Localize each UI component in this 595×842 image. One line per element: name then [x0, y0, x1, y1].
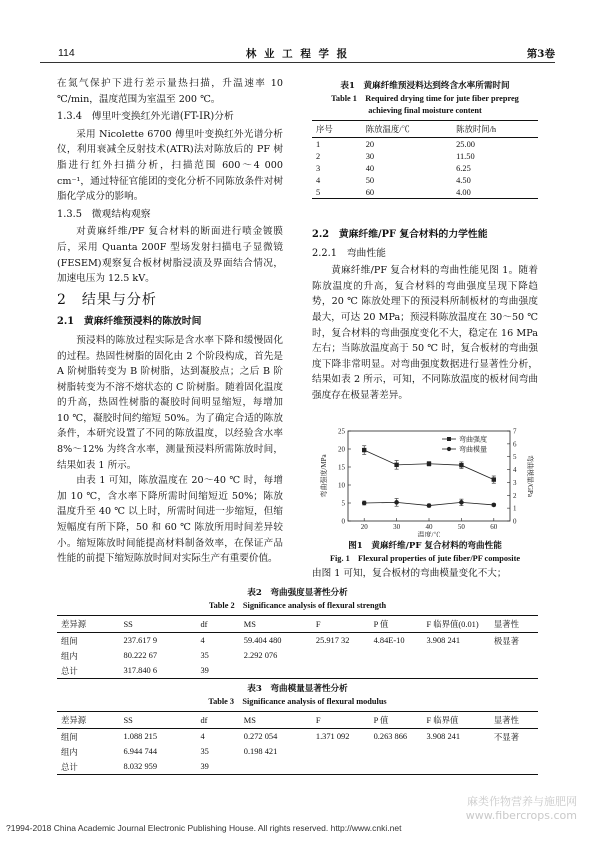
- table-cell: 237.617 9: [123, 636, 158, 645]
- figure-1-caption-en: Fig. 1 Flexural properties of jute fiber/PF composite: [329, 554, 521, 563]
- y-right-tick-label: 2: [513, 491, 517, 500]
- table-cell: 4: [316, 175, 321, 185]
- y-right-tick-label: 7: [513, 427, 517, 436]
- section-2-2-1: 2.2.1 弯曲性能: [312, 247, 386, 259]
- table-cell: 6.25: [456, 163, 471, 173]
- table-cell: 3.908 241: [426, 732, 461, 741]
- x-tick-label: 60: [490, 523, 498, 531]
- flexural-chart: [312, 425, 538, 537]
- table-cell: 0.198 421: [243, 747, 278, 756]
- y-right-tick-label: 5: [513, 453, 517, 462]
- table-cell: 317.840 6: [120, 663, 197, 679]
- table-cell: 组内: [61, 747, 78, 757]
- column-header: df: [196, 712, 239, 729]
- table-row: [312, 162, 538, 174]
- table-cell: [490, 663, 538, 679]
- table-3-block: [57, 683, 538, 775]
- table-cell: 50: [365, 175, 375, 185]
- x-tick-label: 50: [457, 523, 465, 531]
- column-header: P 值: [370, 712, 423, 729]
- data-point-modulus: [427, 503, 432, 508]
- table-cell: 8.032 959: [120, 759, 197, 775]
- paragraph-2-1-a: 预浸料的陈放过程实际是含水率下降和缓慢固化的过程。热固性树脂的固化由 2 个阶段构成，首先是 A 阶树脂转变为 B 阶树脂，达到凝胶点；之后 B 阶树脂转变为不溶不熔状态的 C 阶树脂。随着固化温度的升高，热固性树脂的凝胶时间明显缩短，每增加 10 ℃，凝胶时间约缩短 50%。为了确定合适的陈放条件，本研究设置了不同的陈放温度，以经验含水率 8%～12% 为终含水率，测量预浸料所需陈放时间，结果如表 1 所示。: [57, 334, 283, 471]
- paragraph-2-2-1: 黄麻纤维/PF 复合材料的弯曲性能见图 1。随着陈放温度的升高，复合材料的弯曲强度呈现下降趋势，20 ℃ 陈放处理下的预浸料所制板材的弯曲强度最大，可达 20 MPa；预浸料陈放温度在 30～50 ℃ 时，复合材料的弯曲强度变化不大，稳定在 16 MPa 左右；当陈放温度高于 50 ℃ 时，复合板材的弯曲强度下降非常明显。对弯曲强度数据进行显著性分析，结果如表 2 所示，可知，不同陈放温度的板材间弯曲强度存在极显著差异。: [312, 265, 538, 401]
- table-cell: [240, 759, 312, 775]
- table-cell: 80.222 67: [123, 651, 158, 660]
- paragraph-2-1-b: 由表 1 可知，陈放温度在 20～40 ℃ 时，每增加 10 ℃，含水率下降所需时间缩短近 50%；陈放温度升至 40 ℃ 以上时，所需时间进一步缩短，但缩短幅度有所下降，50 和 60 ℃ 陈放所用时间差异较小。缩短陈放时间能提高材料制备效率，在保证产品性能的前提下缩短陈放时间对实际生产有重要价值。: [57, 475, 283, 565]
- table-1-caption-en: Table 1 Required drying time for jute fiber prepreg: [331, 94, 519, 103]
- table-row: [312, 138, 538, 151]
- table-cell: [312, 759, 370, 775]
- table-cell: [240, 663, 312, 679]
- column-header: 陈放时间/h: [452, 121, 538, 138]
- table-cell: 4: [200, 732, 205, 741]
- y-left-tick-label: 5: [341, 499, 345, 508]
- column-header: MS: [240, 616, 312, 633]
- table-cell: 组内: [61, 651, 78, 661]
- section-2-2: 2.2 黄麻纤维/PF 复合材料的力学性能: [312, 229, 488, 240]
- y-right-tick-label: 1: [513, 504, 517, 513]
- table-row: [312, 150, 538, 162]
- watermark-line-1: 麻类作物营养与施肥网: [467, 795, 577, 808]
- table-cell: 不显著: [493, 732, 519, 742]
- running-header: [40, 46, 555, 63]
- legend-label: 弯曲强度: [459, 435, 487, 444]
- table-cell: [370, 759, 423, 775]
- column-header: 序号: [312, 121, 362, 138]
- table-3-caption-en: Table 3 Significance analysis of flexural modulus: [208, 697, 387, 706]
- column-header: P 值: [370, 616, 423, 633]
- table-cell: 3: [316, 163, 321, 173]
- table-cell: [490, 744, 538, 759]
- table-1-caption-cn: 表1 黄麻纤维预浸料达到终含水率所需时间: [340, 81, 510, 91]
- y-left-tick-label: 10: [338, 481, 345, 490]
- table-row: [57, 633, 538, 649]
- x-tick-label: 40: [425, 523, 433, 531]
- data-point-strength: [362, 448, 366, 452]
- journal-title: 林 业 工 程 学 报: [245, 48, 350, 60]
- table-cell: 39: [196, 759, 239, 775]
- table-cell: 30: [365, 151, 375, 161]
- table-cell: 4.84E-10: [373, 636, 405, 645]
- table-cell: [490, 759, 538, 775]
- column-header: F: [312, 616, 370, 633]
- right-column: [312, 224, 538, 404]
- table-2-caption-cn: 表2 弯曲强度显著性分析: [247, 588, 348, 598]
- right-column-tail: [312, 566, 538, 582]
- table-cell: 25.917 32: [315, 636, 350, 645]
- left-column: [57, 76, 283, 567]
- table-cell: 0.272 054: [243, 732, 278, 741]
- table-cell: 4: [200, 636, 205, 645]
- data-point-modulus: [492, 503, 497, 508]
- table-cell: 1.088 215: [123, 732, 158, 741]
- table-cell: 35: [200, 651, 209, 660]
- paragraph-after-figure: 由图 1 可知，复合板材的弯曲模量变化不大；: [312, 568, 507, 579]
- data-point-modulus: [362, 501, 367, 506]
- table-1: [312, 120, 538, 199]
- column-header: df: [196, 616, 239, 633]
- table-2: [57, 615, 538, 679]
- table-cell: 总计: [57, 663, 120, 679]
- x-tick-label: 20: [360, 523, 368, 531]
- y-right-tick-label: 4: [513, 466, 517, 475]
- watermark: [466, 795, 577, 823]
- y-left-axis-label: 弯曲强度/MPa: [320, 454, 328, 498]
- legend-marker: [447, 437, 451, 441]
- y-left-tick-label: 15: [338, 463, 345, 472]
- table-cell: 11.50: [456, 151, 475, 161]
- data-point-strength: [459, 463, 463, 467]
- data-point-modulus: [394, 500, 399, 505]
- table-3: [57, 711, 538, 775]
- table-cell: [370, 663, 423, 679]
- table-row: [57, 729, 538, 745]
- paragraph-1-3-4: 采用 Nicolette 6700 傅里叶变换红外光谱分析仪，利用衰减全反射技术(ATR)法对陈放后的 PF 树脂进行红外扫描分析，扫描范围 600～4 000 cm⁻¹，通过特征官能团的变化分析不同陈放条件对树脂化学成分的影响。: [57, 128, 283, 203]
- table-cell: 极显著: [493, 636, 519, 646]
- paragraph-intro: 在氮气保护下进行差示量热扫描，升温速率 10 ℃/min，温度范围为室温至 200 ℃。: [57, 78, 283, 105]
- table-cell: [370, 648, 423, 663]
- x-tick-label: 30: [393, 523, 401, 531]
- data-point-strength: [492, 477, 496, 481]
- table-cell: [423, 759, 490, 775]
- column-header: SS: [120, 712, 197, 729]
- table-row: [312, 174, 538, 186]
- table-cell: 0.263 866: [373, 732, 408, 741]
- issue-label: 第3卷: [526, 48, 555, 60]
- column-header: 差异源: [57, 712, 120, 729]
- y-right-tick-label: 0: [513, 517, 517, 526]
- table-row: [57, 744, 538, 759]
- table-row: [57, 663, 538, 679]
- y-left-tick-label: 0: [341, 517, 345, 526]
- table-cell: 59.404 480: [243, 636, 282, 645]
- table-3-caption-cn: 表3 弯曲模量显著性分析: [247, 684, 348, 694]
- table-cell: 1: [316, 139, 321, 149]
- column-header: F: [312, 712, 370, 729]
- column-header: 显著性: [490, 616, 538, 633]
- column-header: F 临界值: [423, 712, 490, 729]
- table-cell: 6.944 744: [123, 747, 158, 756]
- figure-1: [312, 425, 538, 537]
- table-cell: 40: [365, 163, 375, 173]
- figure-1-caption-cn: 图1 黄麻纤维/PF 复合材料的弯曲性能: [348, 541, 502, 551]
- table-cell: 4.00: [452, 186, 538, 199]
- table-cell: 1.371 092: [315, 732, 350, 741]
- y-left-tick-label: 25: [338, 427, 345, 436]
- legend-marker: [447, 447, 451, 451]
- section-1-3-4: 1.3.4 傅里叶变换红外光谱(FT-IR)分析: [57, 111, 234, 123]
- table-cell: [423, 744, 490, 759]
- table-cell: 39: [196, 663, 239, 679]
- page-number: 114: [58, 47, 75, 59]
- y-left-tick-label: 20: [338, 445, 345, 454]
- table-cell: [423, 648, 490, 663]
- table-row: [57, 648, 538, 663]
- column-header: 陈放温度/℃: [362, 121, 452, 138]
- table-cell: 组间: [61, 732, 78, 742]
- table-cell: 4.50: [456, 175, 471, 185]
- table-cell: 35: [200, 747, 209, 756]
- x-axis-label: 温度/℃: [417, 531, 441, 537]
- column-header: SS: [120, 616, 197, 633]
- table-row: [57, 759, 538, 775]
- table-cell: [312, 663, 370, 679]
- legend-label: 弯曲模量: [459, 445, 487, 454]
- column-header: F 临界值(0.01): [423, 616, 490, 633]
- data-point-strength: [427, 462, 431, 466]
- table-cell: [490, 648, 538, 663]
- table-cell: 25.00: [456, 139, 475, 149]
- watermark-line-2: www.fibercrops.com: [465, 809, 577, 822]
- column-header: 显著性: [490, 712, 538, 729]
- y-right-tick-label: 6: [513, 440, 517, 449]
- table-cell: 5: [312, 186, 362, 199]
- section-1-3-5: 1.3.5 微观结构观察: [57, 208, 151, 220]
- table-cell: 3.908 241: [426, 636, 461, 645]
- table-2-block: [57, 587, 538, 679]
- table-cell: 总计: [57, 759, 120, 775]
- table-cell: 2: [316, 151, 321, 161]
- table-2-caption-en: Table 2 Significance analysis of flexural strength: [208, 601, 387, 610]
- column-header: MS: [240, 712, 312, 729]
- table-cell: 20: [365, 139, 375, 149]
- paragraph-1-3-5: 对黄麻纤维/PF 复合材料的断面进行喷金镀膜后，采用 Quanta 200F 型场发射扫描电子显微镜(FESEM)观察复合板材树脂浸渍及界面结合情况，加速电压为 12.5 kV。: [57, 226, 283, 285]
- section-2-heading: 2 结果与分析: [57, 291, 157, 308]
- table-cell: 2.292 076: [243, 651, 278, 660]
- data-point-modulus: [459, 500, 464, 505]
- table-cell: [370, 744, 423, 759]
- table-cell: [312, 744, 370, 759]
- data-point-strength: [394, 463, 398, 467]
- table-row: [312, 186, 538, 199]
- section-2-1: 2.1 黄麻纤维预浸料的陈放时间: [57, 316, 202, 328]
- table-cell: 组间: [61, 636, 78, 646]
- copyright-text: ?1994-2018 China Academic Journal Electronic Publishing House. All rights reserved. http://www.cnki.net: [6, 823, 402, 833]
- copyright-footer: [0, 823, 595, 833]
- table-1-block: [312, 80, 538, 199]
- table-cell: 60: [362, 186, 452, 199]
- table-cell: [312, 648, 370, 663]
- column-header: 差异源: [57, 616, 120, 633]
- figure-1-caption: [312, 540, 538, 565]
- y-right-tick-label: 3: [513, 478, 517, 487]
- y-right-axis-label: 弯曲模量/GPa: [526, 455, 534, 497]
- table-cell: [423, 663, 490, 679]
- table-1-caption-en-2: achieving final moisture content: [368, 106, 482, 115]
